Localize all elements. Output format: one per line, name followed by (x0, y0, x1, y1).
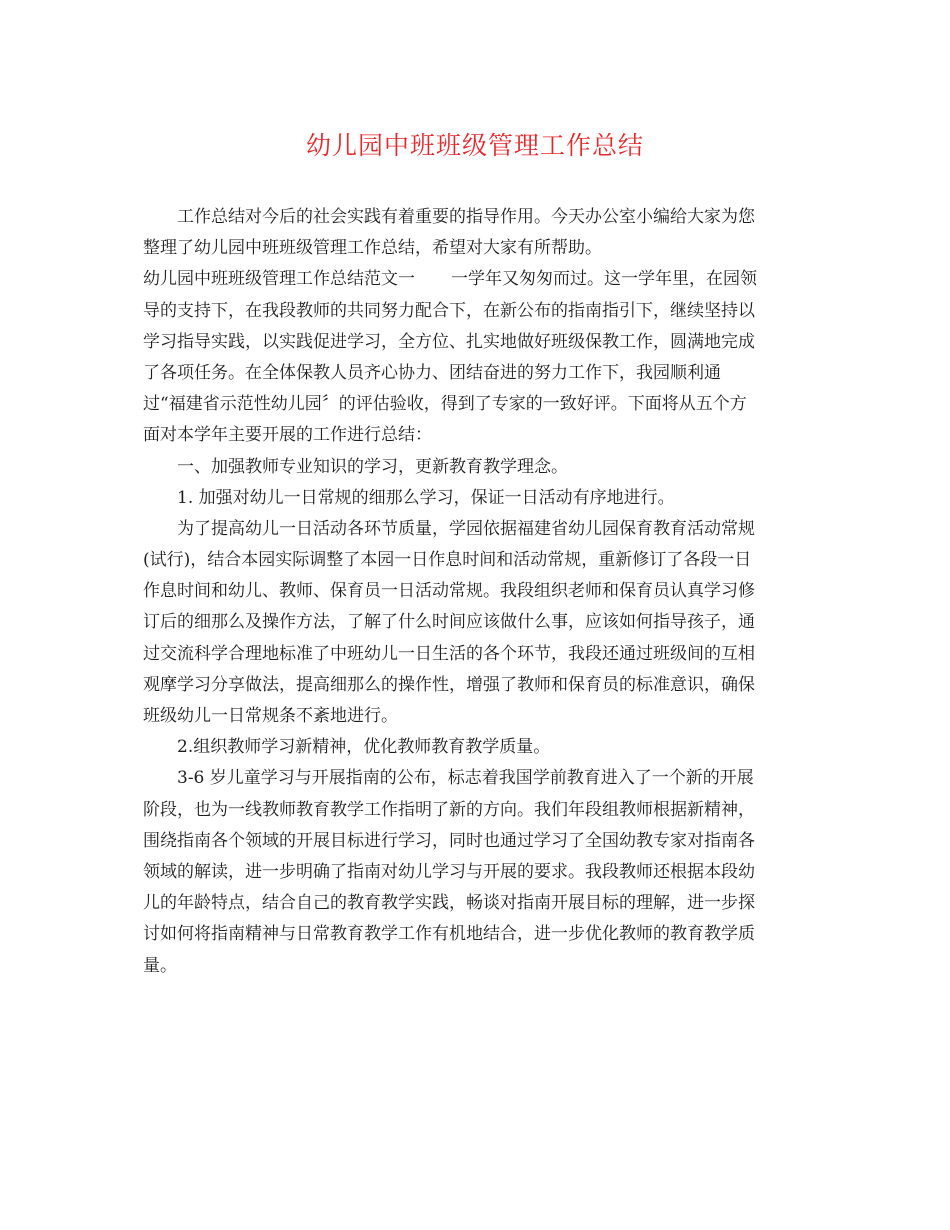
body-line: 班级幼儿一日常规条不紊地进行。 (143, 706, 398, 726)
body-line: 阶段，也为一线教师教育教学工作指明了新的方向。我们年段组教师根据新精神， (143, 799, 755, 820)
body-line: 为了提高幼儿一日活动各环节质量，学园依据福建省幼儿园保育教育活动常规 (177, 518, 755, 539)
body-line: 过交流科学合理地标准了中班幼儿一日生活的各个环节，我段还通过班级间的互相 (143, 643, 755, 664)
body-line: 一、加强教师专业知识的学习，更新教育教学理念。 (177, 456, 568, 477)
body-line: 领域的解读，进一步明确了指南对幼儿学习与开展的要求。我段教师还根据本段幼 (143, 861, 755, 882)
body-line: (试行)，结合本园实际调整了本园一日作息时间和活动常规，重新修订了各段一日 (143, 550, 752, 571)
body-line: 儿的年龄特点，结合自己的教育教学实践，畅谈对指南开展目标的理解，进一步探 (143, 893, 755, 914)
body-line: 2.组织教师学习新精神，优化教师教育教学质量。 (177, 737, 551, 758)
body-line: 过“福建省示范性幼儿园〞的评估验收，得到了专家的一致好评。下面将从五个方 (143, 394, 747, 415)
body-line: 量。 (143, 955, 177, 976)
body-line: 工作总结对今后的社会实践有着重要的指导作用。今天办公室小编给大家为您 (177, 207, 755, 227)
body-line: 了各项任务。在全体保教人员齐心协力、团结奋进的努力工作下，我园顺利通 (143, 362, 721, 383)
document-body (143, 202, 813, 982)
body-line: 面对本学年主要开展的工作进行总结： (143, 425, 432, 446)
body-line (143, 264, 813, 295)
body-line: 学习指导实践，以实践促进学习，全方位、扎实地做好班级保教工作，圆满地完成 (143, 331, 755, 352)
body-line: 1. 加强对幼儿一日常规的细那么学习，保证一日活动有序地进行。 (177, 487, 675, 508)
document-title: 幼儿园中班班级管理工作总结 (305, 131, 644, 160)
body-line: 3-6 岁儿童学习与开展指南的公布，标志着我国学前教育进入了一个新的开展 (177, 768, 754, 789)
section-heading: 幼儿园中班班级管理工作总结范文一 (143, 269, 415, 290)
body-line: 讨如何将指南精神与日常教育教学工作有机地结合，进一步优化教师的教育教学质 (143, 924, 755, 945)
body-line: 观摩学习分享做法，提高细那么的操作性，增强了教师和保育员的标准意识，确保 (143, 674, 755, 695)
body-line-tail: 一学年又匆匆而过。这一学年里，在园领 (451, 269, 757, 290)
body-line: 订后的细那么及操作方法，了解了什么时间应该做什么事，应该如何指导孩子，通 (143, 612, 755, 633)
body-line: 导的支持下，在我段教师的共同努力配合下，在新公布的指南指引下，继续坚持以 (143, 300, 755, 321)
body-line: 作息时间和幼儿、教师、保育员一日活动常规。我段组织老师和保育员认真学习修 (143, 581, 755, 602)
body-line: 整理了幼儿园中班班级管理工作总结，希望对大家有所帮助。 (143, 238, 602, 259)
body-line: 围绕指南各个领域的开展目标进行学习，同时也通过学习了全国幼教专家对指南各 (143, 830, 755, 851)
